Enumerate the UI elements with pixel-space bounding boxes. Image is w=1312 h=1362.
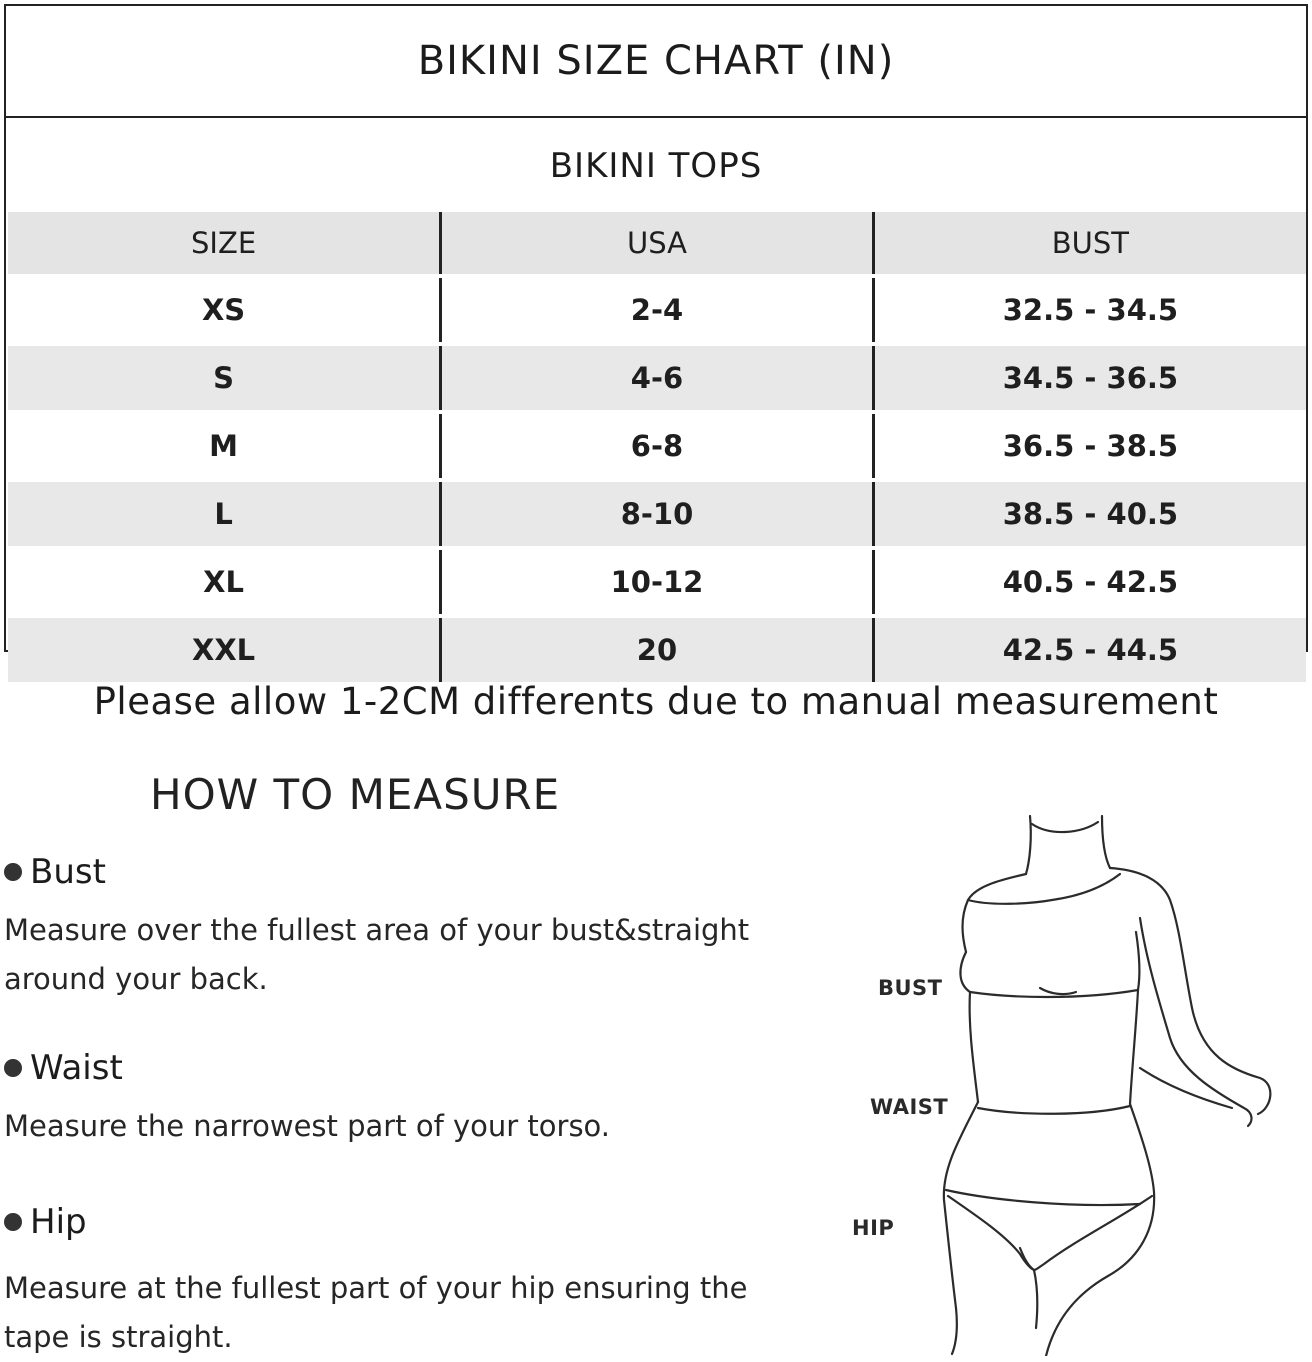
column-header-size: SIZE — [8, 212, 441, 276]
section-title-bikini-tops: BIKINI TOPS — [549, 146, 763, 186]
table-row — [8, 480, 1306, 548]
cell-size: M — [8, 412, 441, 480]
cell-size: L — [8, 480, 441, 548]
bust-heading-label: Bust — [30, 852, 106, 892]
waist-heading — [4, 1048, 123, 1088]
table-row — [8, 548, 1306, 616]
cell-bust: 40.5 - 42.5 — [873, 548, 1306, 616]
cell-usa: 10-12 — [441, 548, 874, 616]
waist-instructions: Measure the narrowest part of your torso. — [4, 1109, 611, 1143]
cell-size: XL — [8, 548, 441, 616]
figure-label-bust: BUST — [878, 976, 943, 1000]
size-table — [8, 212, 1306, 682]
column-header-bust: BUST — [873, 212, 1306, 276]
table-row — [8, 344, 1306, 412]
cell-bust: 42.5 - 44.5 — [873, 616, 1306, 682]
cell-size: XS — [8, 276, 441, 344]
bust-instructions: Measure over the fullest area of your bust&straight around your back. — [4, 913, 750, 996]
cell-bust: 38.5 - 40.5 — [873, 480, 1306, 548]
cell-usa: 8-10 — [441, 480, 874, 548]
waist-heading-label: Waist — [30, 1048, 123, 1088]
cell-bust: 36.5 - 38.5 — [873, 412, 1306, 480]
cell-bust: 32.5 - 34.5 — [873, 276, 1306, 344]
column-header-usa: USA — [441, 212, 874, 276]
cell-usa: 2-4 — [441, 276, 874, 344]
bust-heading — [4, 852, 106, 892]
table-row — [8, 276, 1306, 344]
body-measurement-figure-icon — [840, 808, 1300, 1356]
cell-usa: 4-6 — [441, 344, 874, 412]
cell-usa: 6-8 — [441, 412, 874, 480]
body-outline-icon — [840, 808, 1300, 1356]
table-header-row — [8, 212, 1306, 276]
table-row — [8, 412, 1306, 480]
how-to-measure-title: HOW TO MEASURE — [150, 770, 561, 819]
cell-size: S — [8, 344, 441, 412]
cell-bust: 34.5 - 36.5 — [873, 344, 1306, 412]
size-chart-title: BIKINI SIZE CHART (IN) — [6, 6, 1306, 118]
bullet-icon — [4, 1213, 22, 1231]
cell-usa: 20 — [441, 616, 874, 682]
size-chart — [4, 4, 1308, 667]
table-row — [8, 616, 1306, 682]
cell-size: XXL — [8, 616, 441, 682]
hip-heading — [4, 1202, 87, 1242]
measurement-note: Please allow 1-2CM differents due to manual measurement — [93, 680, 1219, 723]
figure-label-waist: WAIST — [870, 1095, 949, 1119]
bullet-icon — [4, 1059, 22, 1077]
figure-label-hip: HIP — [852, 1216, 895, 1240]
hip-heading-label: Hip — [30, 1202, 87, 1242]
hip-instructions: Measure at the fullest part of your hip ensuring the tape is straight. — [4, 1271, 748, 1354]
bullet-icon — [4, 863, 22, 881]
